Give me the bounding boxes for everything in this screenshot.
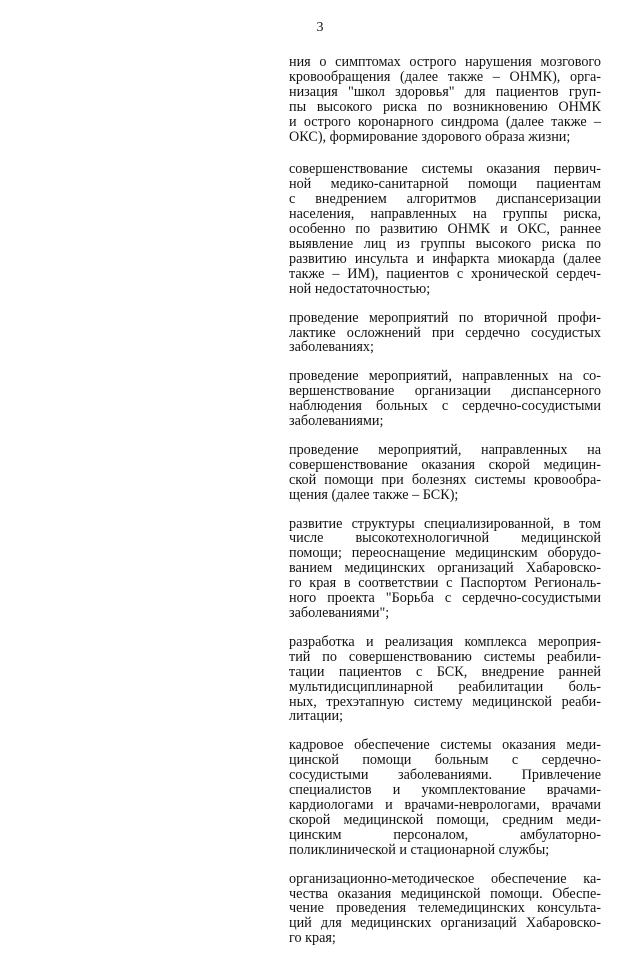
text-line: чение проведения телемедицинских консульта-	[289, 901, 601, 917]
paragraph-dispensary-observation	[289, 369, 601, 429]
text-line: цинской помощи больным с сердечно-	[289, 753, 601, 769]
text-line: ций для медицинских организаций Хабаровско-	[289, 916, 601, 932]
text-line: заболеваниями;	[289, 414, 384, 429]
paragraph-symptoms-awareness	[289, 55, 601, 144]
text-line: ной медико-санитарной помощи пациентам	[289, 177, 601, 193]
text-line: цинским персоналом, амбулаторно-	[289, 827, 601, 843]
text-line: ской помощи при болезнях системы кровообра-	[289, 472, 601, 488]
text-line: проведение мероприятий, направленных на со-	[289, 369, 601, 385]
text-line: низация "школ здоровья" для пациентов груп-	[289, 84, 601, 100]
text-line: числе высокотехнологичной медицинской	[289, 531, 601, 547]
text-line: наблюдения больных с сердечно-сосудистыми	[289, 399, 601, 415]
text-line: ния о симптомах острого нарушения мозгового	[289, 55, 601, 70]
text-line: помощи; переоснащение медицинским оборудо-	[289, 546, 601, 562]
text-line: развитию инсульта и инфаркта миокарда (далее	[289, 251, 601, 267]
text-line: специалистов и укомплектование врачами-	[289, 783, 601, 798]
text-line: заболеваниями";	[289, 606, 390, 621]
text-line: литации;	[289, 709, 344, 725]
paragraph-staffing	[289, 738, 601, 857]
text-line: пы высокого риска по возникновению ОНМК	[289, 99, 601, 115]
paragraph-emergency-care	[289, 443, 601, 503]
text-line: выявление лиц из группы высокого риска по	[289, 236, 601, 252]
text-line: разработка и реализация комплекса мероприя-	[289, 634, 601, 650]
text-line: щения (далее также – БСК);	[289, 487, 459, 503]
text-line: мультидисциплинарной реабилитации боль-	[289, 679, 601, 695]
text-line: тации пациентов с БСК, внедрение ранней	[289, 664, 601, 680]
paragraph-methodological-support	[289, 872, 601, 947]
text-line: и острого коронарного синдрома (далее также –	[289, 114, 601, 130]
text-line: кровообращения (далее также – ОНМК), орга-	[289, 69, 601, 85]
text-line: особенно по развитию ОНМК и ОКС, раннее	[289, 222, 601, 237]
page-number: 3	[316, 20, 324, 35]
text-line: также – ИМ), пациентов с хронической сердеч-	[289, 266, 601, 282]
text-line: ОКС), формирование здорового образа жизни;	[289, 129, 571, 145]
text-line: с внедрением алгоритмов диспансеризации	[289, 192, 601, 208]
text-line: ной недостаточностью;	[289, 281, 431, 297]
paragraph-specialized-care	[289, 517, 601, 621]
text-line: ванием медицинских организаций Хабаровско-	[289, 561, 601, 577]
text-line: организационно-методическое обеспечение ка-	[289, 871, 601, 887]
text-line: проведение мероприятий по вторичной профи-	[289, 310, 601, 326]
document-body	[289, 55, 601, 960]
text-line: го края;	[289, 931, 336, 947]
text-line: совершенствование оказания скорой медицин-	[289, 457, 601, 473]
text-line: заболеваниях;	[289, 340, 374, 356]
text-line: развитие структуры специализированной, в том	[289, 516, 601, 532]
text-line: тий по совершенствованию системы реабили-	[289, 649, 601, 665]
text-line: населения, направленных на группы риска,	[289, 207, 601, 223]
text-line: ных, трехэтапную систему медицинской реаби-	[289, 694, 601, 710]
paragraph-primary-care	[289, 162, 601, 296]
text-line: вершенствование организации диспансерного	[289, 384, 601, 400]
text-line: лактике осложнений при сердечно сосудистых	[289, 325, 601, 341]
text-line: сосудистыми заболеваниями. Привлечение	[289, 768, 601, 784]
text-line: совершенствование системы оказания первич-	[289, 162, 601, 178]
paragraph-rehabilitation	[289, 635, 601, 724]
text-line: поликлинической и стационарной службы;	[289, 842, 550, 858]
text-line: го края в соответствии с Паспортом Региональ-	[289, 576, 601, 592]
text-line: ного проекта "Борьба с сердечно-сосудистыми	[289, 591, 601, 606]
text-line: кадровое обеспечение системы оказания меди-	[289, 738, 601, 754]
text-line: проведение мероприятий, направленных на	[289, 442, 601, 458]
text-line: чества оказания медицинской помощи. Обеспе-	[289, 886, 601, 902]
text-line: скорой медицинской помощи, средним меди-	[289, 812, 601, 828]
text-line: кардиологами и врачами-неврологами, врачами	[289, 797, 601, 813]
paragraph-secondary-prevention	[289, 311, 601, 356]
